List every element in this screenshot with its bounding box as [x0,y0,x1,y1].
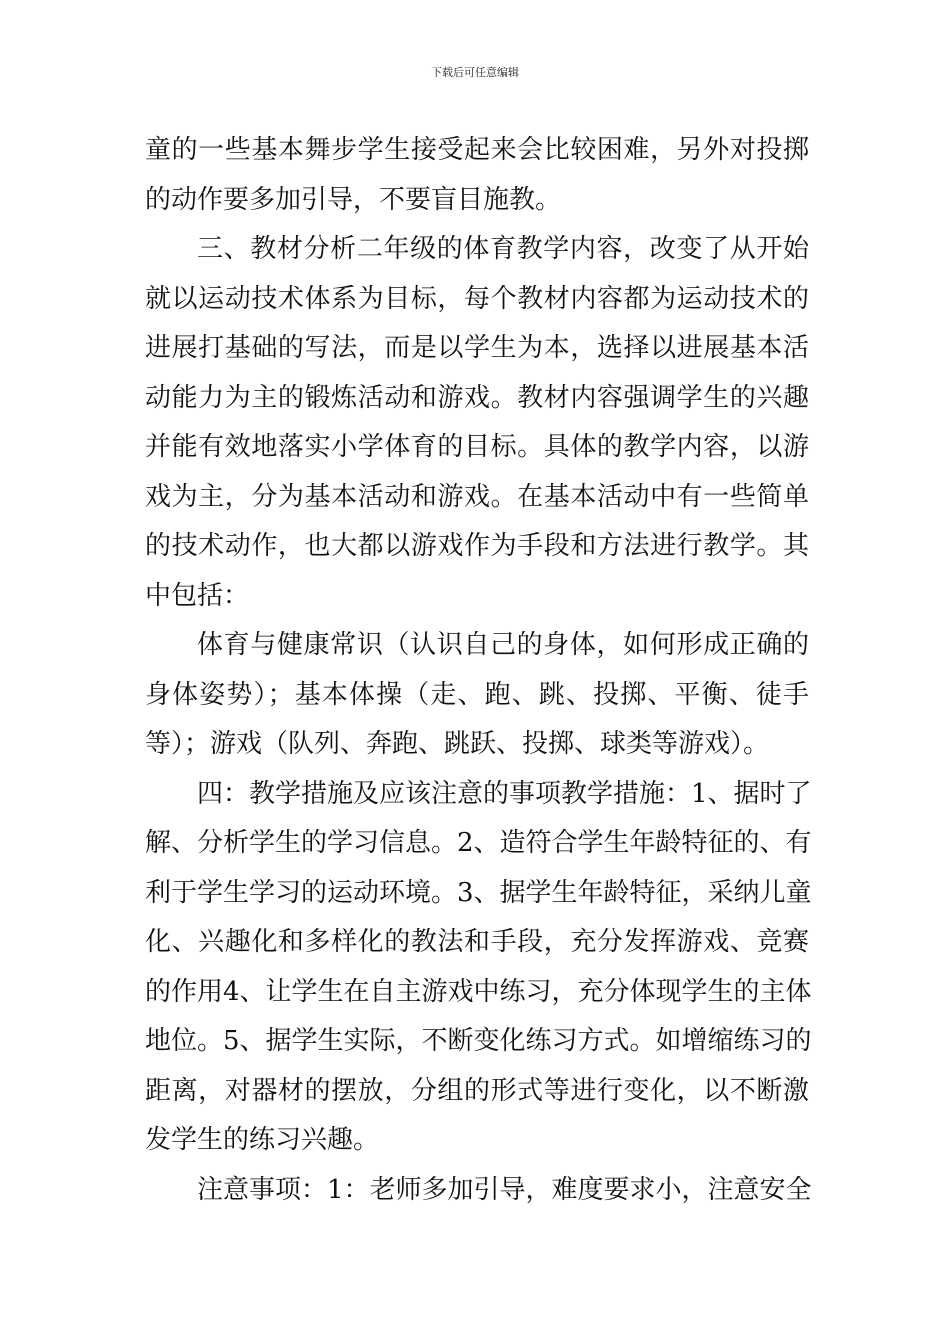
text-line: 等）；游戏（队列、奔跑、跳跃、投掷、球类等游戏）。 [145,729,770,759]
text-line: 体育与健康常识（认识自己的身体，如何形成正确的 [197,630,809,660]
text-line: 的技术动作，也大都以游戏作为手段和方法进行教学。其 [145,531,809,561]
text-line: 童的一些基本舞步学生接受起来会比较困难，另外对投掷 [145,135,809,165]
text-line: 中包括： [145,580,250,611]
text-line: 发学生的练习兴趣。 [145,1125,380,1155]
text-line: 化、兴趣化和多样化的教法和手段，充分发挥游戏、竞赛 [145,927,809,957]
text-line: 并能有效地落实小学体育的目标。具体的教学内容，以游 [145,432,809,462]
text-line: 身体姿势）；基本体操（走、跑、跳、投掷、平衡、徒手 [145,679,809,710]
text-line: 注意事项：1：老师多加引导，难度要求小，注意安全 [197,1174,812,1205]
page-header-note: 下载后可任意编辑 [431,66,519,79]
text-line: 四：教学措施及应该注意的事项教学措施：1、据时了 [197,778,812,809]
text-line: 三、教材分析二年级的体育教学内容，改变了从开始 [197,234,809,264]
text-line: 解、分析学生的学习信息。2、造符合学生年龄特征的、有 [145,828,812,858]
text-line: 戏为主，分为基本活动和游戏。在基本活动中有一些简单 [145,481,809,512]
text-line: 地位。5、据学生实际，不断变化练习方式。如增缩练习的 [145,1026,812,1056]
text-line: 的动作要多加引导，不要盲目施教。 [145,184,562,215]
text-line: 距离，对器材的摆放，分组的形式等进行变化，以不断激 [145,1075,809,1106]
text-line: 动能力为主的锻炼活动和游戏。教材内容强调学生的兴趣 [145,382,809,413]
text-line: 的作用4、让学生在自主游戏中练习，充分体现学生的主体 [145,976,812,1007]
text-line: 利于学生学习的运动环境。3、据学生年龄特征，采纳儿童 [145,877,812,908]
text-line: 就以运动技术体系为目标，每个教材内容都为运动技术的 [145,283,809,314]
text-line: 进展打基础的写法，而是以学生为本，选择以进展基本活 [145,333,809,363]
document-body [145,126,812,1215]
